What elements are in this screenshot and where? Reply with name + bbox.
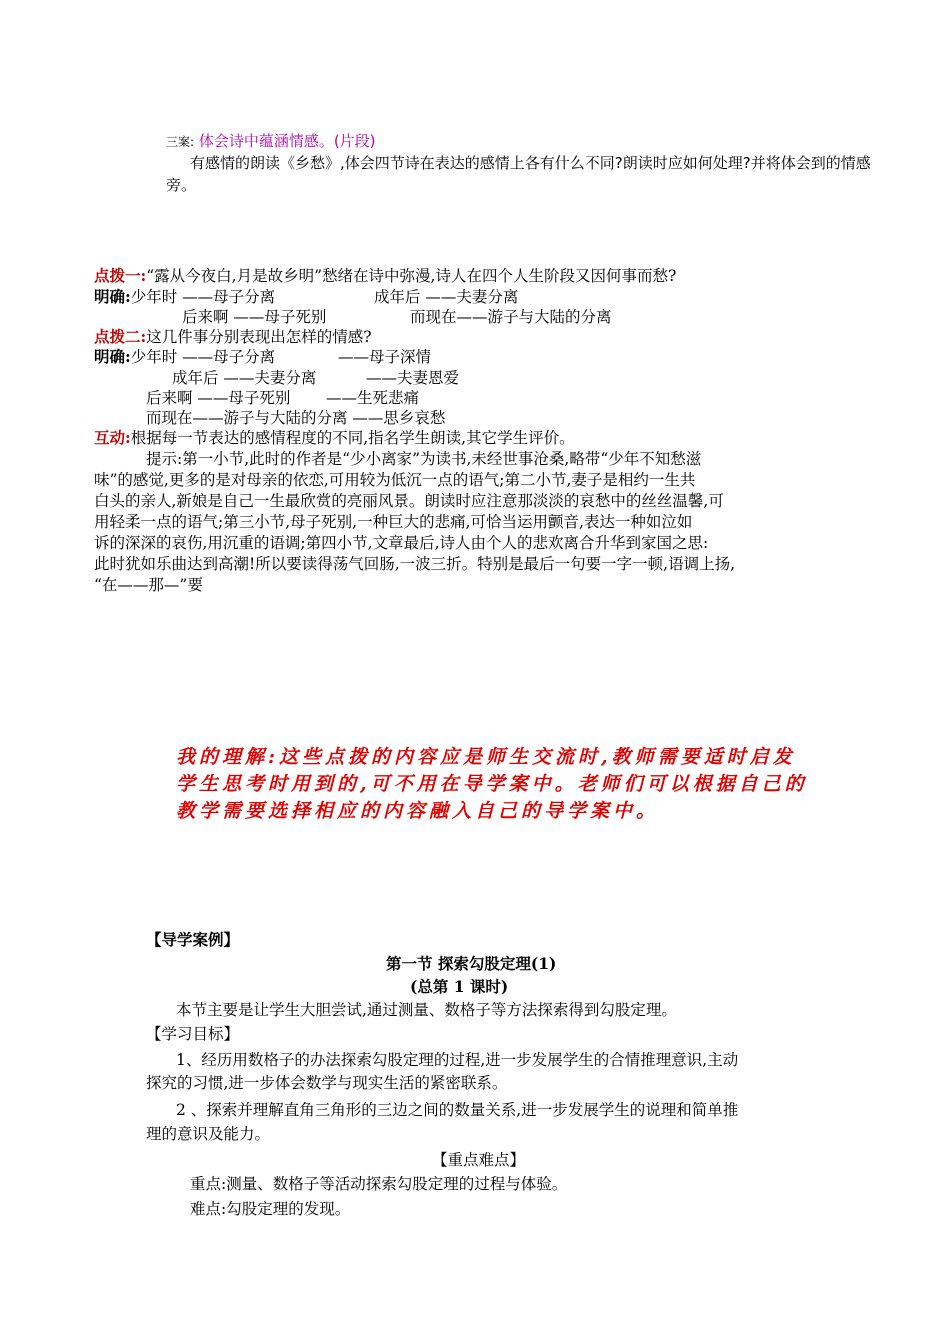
section-title: 体会诗中蕴涵情感。(片段)	[198, 132, 376, 150]
tips-line: 用轻柔一点的语气;第三小节,母子死别,一种巨大的悲痛,可恰当运用颤音,表达一种如泣如	[94, 513, 693, 531]
clarify-two-label: 明确:	[94, 347, 131, 366]
case-title: 第一节 探索勾股定理(1)	[386, 954, 557, 973]
hint-one-text: “露从今夜白,月是故乡明”愁绪在诗中弥漫,诗人在四个人生阶段又因何事而愁?	[146, 267, 677, 285]
hint-one-label: 点拨一:	[94, 266, 147, 285]
clarify-one-item: 而现在——游子与大陆的分离	[410, 308, 612, 326]
understanding-line: 我的理解:这些点拨的内容应是师生交流时,教师需要适时启发	[176, 746, 796, 768]
clarify-two-item: 而现在——游子与大陆的分离 ——思乡哀愁	[146, 409, 446, 427]
tips-line: 味”的感觉,更多的是对母亲的依恋,可用较为低沉一点的语气;第二小节,妻子是相约一生共	[94, 471, 696, 489]
case-subtitle: (总第 1 课时)	[410, 977, 509, 996]
section-prefix: 三案:	[166, 135, 195, 149]
tips-line: 提示:第一小节,此时的作者是“少小离家”为读书,未经世事沧桑,略带“少年不知愁滋	[146, 450, 702, 468]
clarify-two-emotion: ——生死悲痛	[326, 389, 420, 407]
key-heading: 【重点难点】	[432, 1151, 526, 1169]
goal-line: 探究的习惯,进一步体会数学与现实生活的紧密联系。	[146, 1074, 508, 1092]
hint-two	[94, 327, 372, 347]
tips-line: “在——那—”要	[94, 576, 203, 594]
understanding-line: 教学需要选择相应的内容融入自己的导学案中。	[176, 800, 660, 822]
interact-text: 根据每一节表达的感情程度的不同,指名学生朗读,其它学生评价。	[130, 429, 575, 447]
section-three-line1: 有感情的朗读《乡愁》,体会四节诗在表达的感情上各有什么不同?朗读时应如何处理?并将体会到的情感	[190, 154, 871, 172]
section-three-line2: 旁。	[166, 176, 197, 194]
tips-line: 白头的亲人,新娘是自己一生最欣赏的亮丽风景。朗读时应注意那淡淡的哀愁中的丝丝温馨,可	[94, 492, 724, 510]
hint-one	[94, 266, 676, 286]
clarify-one-item: 少年时 ——母子分离	[130, 288, 276, 306]
tips-line: 诉的深深的哀伤,用沉重的语调;第四小节,文章最后,诗人由个人的悲欢离合升华到家国之思:	[94, 534, 709, 552]
goal-line: 1、经历用数格子的办法探索勾股定理的过程,进一步发展学生的合情推理意识,主动	[176, 1051, 739, 1069]
hint-two-text: 这几件事分别表现出怎样的情感?	[146, 328, 372, 346]
clarify-two-item: 成年后 ——夫妻分离	[172, 369, 317, 387]
clarify-one-row1	[94, 287, 275, 307]
interact-label: 互动:	[94, 428, 131, 447]
goals-heading: 【学习目标】	[146, 1025, 240, 1043]
tips-line: 此时犹如乐曲达到高潮!所以要读得荡气回肠,一波三折。特别是最后一句要一字一顿,语调上扬,	[94, 555, 736, 573]
key-point: 重点:测量、数格子等活动探索勾股定理的过程与体验。	[190, 1175, 568, 1193]
understanding-line: 学生思考时用到的,可不用在导学案中。老师们可以根据自己的	[176, 773, 808, 795]
clarify-two-row1	[94, 347, 275, 367]
interact	[94, 428, 575, 448]
clarify-two-emotion: ——夫妻恩爱	[366, 369, 460, 387]
section-three-heading	[166, 130, 376, 151]
case-intro: 本节主要是让学生大胆尝试,通过测量、数格子等方法探索得到勾股定理。	[176, 1001, 677, 1019]
clarify-two-item: 少年时 ——母子分离	[130, 348, 276, 366]
goal-line: 理的意识及能力。	[146, 1125, 271, 1143]
clarify-two-item: 后来啊 ——母子死别	[146, 389, 291, 407]
hint-two-label: 点拨二:	[94, 327, 147, 346]
case-heading: 【导学案例】	[146, 930, 240, 949]
clarify-two-emotion: ——母子深情	[338, 348, 432, 366]
clarify-one-item: 后来啊 ——母子死别	[182, 308, 327, 326]
clarify-one-label: 明确:	[94, 287, 131, 306]
clarify-one-item: 成年后 ——夫妻分离	[374, 288, 519, 306]
goal-line: 2 、探索并理解直角三角形的三边之间的数量关系,进一步发展学生的说理和简单推	[176, 1101, 739, 1119]
difficulty-point: 难点:勾股定理的发现。	[190, 1200, 351, 1218]
